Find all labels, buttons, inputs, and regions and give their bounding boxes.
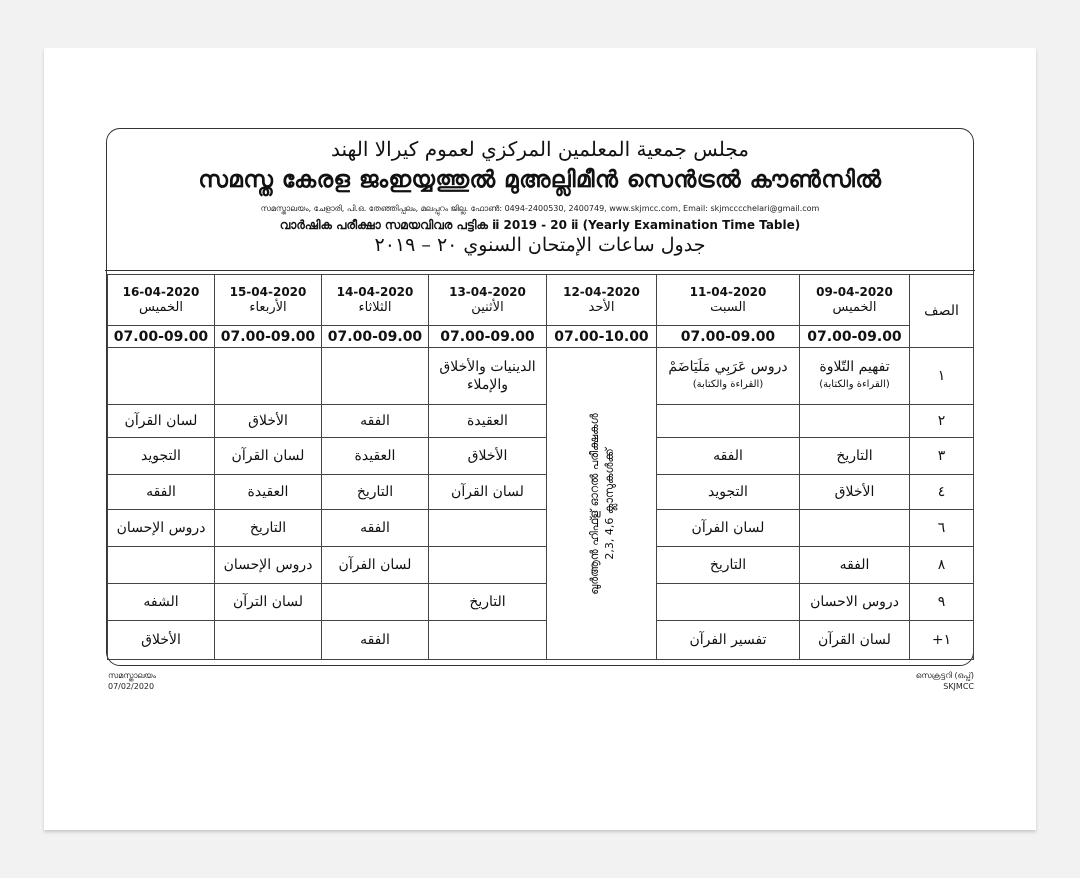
class-number-cell: ٩ (910, 584, 974, 621)
date-header-cell: 14-04-2020 الثلاثاء (322, 275, 429, 326)
time-cell: 07.00-09.00 (657, 326, 800, 348)
subject-cell (657, 405, 800, 438)
date-header-cell: 16-04-2020 الخميس (108, 275, 215, 326)
subject-cell (657, 584, 800, 621)
date-header-cell: 09-04-2020 الخميس (800, 275, 910, 326)
table-row (108, 438, 974, 475)
subject-cell: دروس الإحسان (108, 510, 215, 547)
subject-cell: الأخلاق (429, 438, 547, 475)
arabic-council-name: مجلس جمعية المعلمين المركزي لعموم كيرالا الهند (331, 137, 749, 161)
subject-cell: تفهيم التّلاوة (القراءة والكتابة) (800, 348, 910, 405)
class-column-header: الصف (910, 275, 974, 348)
footer-date: 07/02/2020 (108, 682, 155, 691)
subject-cell: لسان القرآن (800, 621, 910, 660)
date-header-cell: 13-04-2020 الأثنين (429, 275, 547, 326)
subject-cell: التاريخ (322, 475, 429, 510)
class-number-cell: ٢ (910, 405, 974, 438)
table-row (108, 621, 974, 660)
footer-office-name: സമസ്താലയം (108, 671, 156, 680)
time-cell: 07.00-09.00 (108, 326, 215, 348)
time-cell: 07.00-09.00 (800, 326, 910, 348)
subject-cell: دروس الاحسان (800, 584, 910, 621)
time-row (108, 326, 974, 348)
table-row (108, 584, 974, 621)
class-number-cell: ٣ (910, 438, 974, 475)
subject-cell (322, 584, 429, 621)
subject-cell: دروس عَرَبِي مَلَيَاضَمْ (القراءة والكتابة) (657, 348, 800, 405)
table-row (108, 547, 974, 584)
exam-timetable (107, 274, 974, 660)
class-number-cell: ٦ (910, 510, 974, 547)
subject-cell (108, 547, 215, 584)
subject-cell: تفسير الفرآن (657, 621, 800, 660)
footer-signature (880, 670, 974, 692)
subject-cell: التجويد (108, 438, 215, 475)
subject-cell: لسان الفرآن (322, 547, 429, 584)
letterhead (107, 129, 973, 271)
sunday-oral-exam-note: ഖുർആൻ ഹിഫ്ള് ഓറൽ പരീക്ഷകൾ 2,3, 4,6 ക്ലാസുകൾക്ക് (587, 412, 616, 595)
header-divider (105, 270, 975, 271)
subject-cell: لسان الترآن (215, 584, 322, 621)
subject-cell (800, 405, 910, 438)
subject-cell: التجويد (657, 475, 800, 510)
subject-cell (429, 547, 547, 584)
class-number-cell: +١ (910, 621, 974, 660)
subject-cell: الدينيات والأخلاق والإملاء (429, 348, 547, 405)
subject-cell: الأخلاق (108, 621, 215, 660)
subject-cell (215, 621, 322, 660)
subject-cell (800, 510, 910, 547)
subject-cell: لسان الفرآن (657, 510, 800, 547)
subject-cell: التاريخ (800, 438, 910, 475)
date-header-cell: 15-04-2020 الأربعاء (215, 275, 322, 326)
subject-cell: لسان القرآن (108, 405, 215, 438)
subject-cell: لسان القرآن (429, 475, 547, 510)
subject-cell: العقيدة (322, 438, 429, 475)
time-cell: 07.00-09.00 (215, 326, 322, 348)
footer-left (108, 670, 156, 692)
time-cell: 07.00-09.00 (429, 326, 547, 348)
time-cell: 07.00-10.00 (547, 326, 657, 348)
footer-secretary-label: സെക്രട്ടറി (ഒപ്പ്) (915, 671, 974, 680)
subject-cell: دروس الإحسان (215, 547, 322, 584)
subject-cell: الفقه (322, 405, 429, 438)
subject-cell: التاريخ (657, 547, 800, 584)
subject-cell: الشفه (108, 584, 215, 621)
subject-cell: لسان القرآن (215, 438, 322, 475)
subject-cell: الأخلاق (215, 405, 322, 438)
subject-cell: الفقه (322, 621, 429, 660)
subject-cell: الأخلاق (800, 475, 910, 510)
subject-cell (108, 348, 215, 405)
table-row (108, 510, 974, 547)
date-header-row (108, 275, 974, 326)
sunday-oral-exam-cell (547, 348, 657, 660)
table-row (108, 348, 974, 405)
subject-cell: التاريخ (215, 510, 322, 547)
subject-cell: الفقه (800, 547, 910, 584)
date-header-cell: 11-04-2020 السبت (657, 275, 800, 326)
subject-cell: الفقه (657, 438, 800, 475)
table-row (108, 475, 974, 510)
class-number-cell: ١ (910, 348, 974, 405)
subject-cell: العقيدة (429, 405, 547, 438)
subject-cell: التاريخ (429, 584, 547, 621)
date-header-cell: 12-04-2020 الأحد (547, 275, 657, 326)
subject-cell (429, 510, 547, 547)
malayalam-council-name: സമസ്ത കേരള ജംഇയ്യത്തുൽ മുഅല്ലിമീൻ സെൻട്രൽ കൗൺസിൽ (198, 167, 882, 193)
footer-org: SKJMCC (943, 682, 974, 691)
subject-cell (429, 621, 547, 660)
subject-cell: الفقه (322, 510, 429, 547)
time-cell: 07.00-09.00 (322, 326, 429, 348)
subject-cell: العقيدة (215, 475, 322, 510)
exam-title-line: വാർഷിക പരീക്ഷാ സമയവിവര പട്ടിക ⅱ 2019 - 20 ⅱ (Yearly Examination Time Table) (279, 218, 801, 232)
class-number-cell: ٤ (910, 475, 974, 510)
table-row (108, 405, 974, 438)
arabic-exam-title: جدول ساعات الإمتحان السنوي ٢٠ – ٢٠١٩ (374, 234, 706, 256)
subject-cell (215, 348, 322, 405)
subject-cell (322, 348, 429, 405)
timetable-frame (106, 128, 974, 666)
subject-cell: الفقه (108, 475, 215, 510)
class-number-cell: ٨ (910, 547, 974, 584)
address-line: സമസ്താലയം, ചേളാരി, പി.ഒ. തേഞ്ഞിപ്പലം, മലപ്പുറം ജില്ല. ഫോൺ: 0494-2400530, 2400749, www.skjmcc.com, Email: skjmcccchelari@gmail.com (260, 204, 820, 213)
